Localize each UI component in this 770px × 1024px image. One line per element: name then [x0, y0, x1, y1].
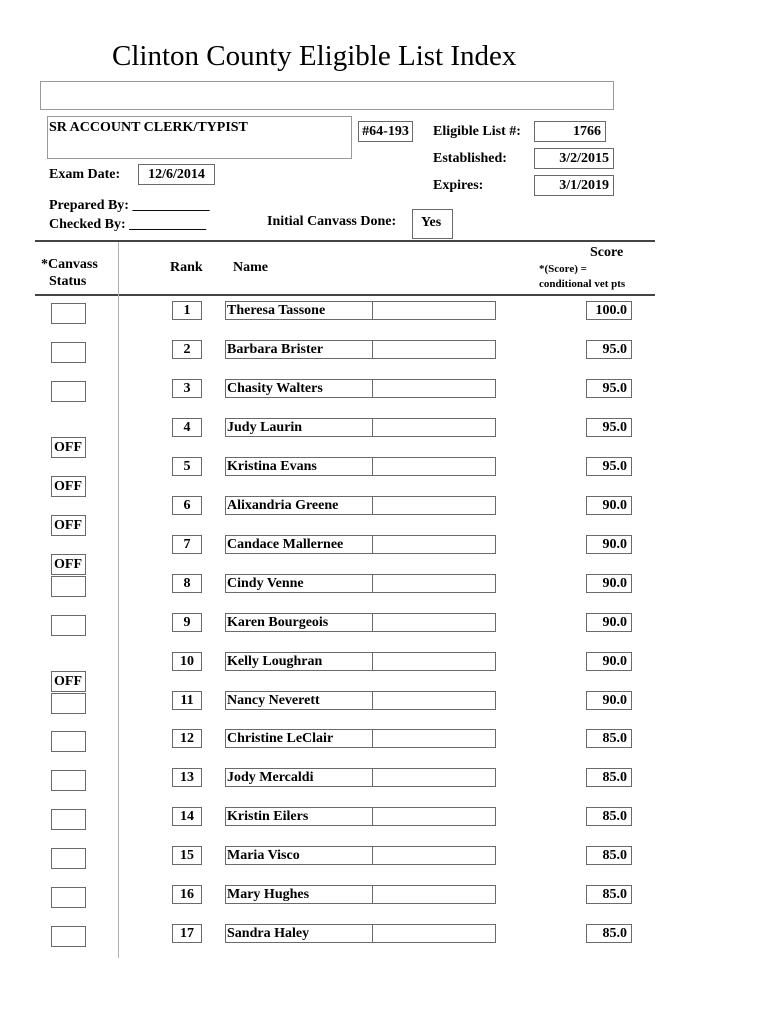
canvass-header-line1: *Canvass — [41, 257, 98, 272]
exam-date-field[interactable]: 12/6/2014 — [138, 164, 215, 185]
rank-header: Rank — [170, 260, 203, 275]
score-field: 95.0 — [586, 340, 632, 359]
name-field-divider — [372, 458, 373, 475]
page-title: Clinton County Eligible List Index — [112, 40, 517, 72]
header-banner-field[interactable] — [40, 81, 614, 110]
header-top-rule — [35, 240, 655, 242]
canvass-status-field[interactable]: OFF — [51, 671, 86, 692]
established-label: Established: — [433, 151, 507, 166]
candidate-name: Chasity Walters — [227, 380, 323, 396]
name-field-divider — [372, 497, 373, 514]
eligible-list-label: Eligible List #: — [433, 124, 521, 139]
table-row — [0, 535, 770, 574]
table-row — [0, 885, 770, 924]
name-field-divider — [372, 536, 373, 553]
canvass-status-field[interactable] — [51, 848, 86, 869]
eligible-list-field[interactable]: 1766 — [534, 121, 606, 142]
score-field: 95.0 — [586, 379, 632, 398]
canvass-status-field[interactable]: OFF — [51, 476, 86, 497]
candidate-name: Karen Bourgeois — [227, 614, 329, 630]
initial-canvass-field[interactable]: Yes — [412, 209, 453, 239]
rank-field: 4 — [172, 418, 202, 437]
name-field[interactable] — [225, 496, 496, 515]
rank-field: 2 — [172, 340, 202, 359]
header-bottom-rule — [35, 294, 655, 296]
name-field[interactable] — [225, 691, 496, 710]
candidate-name: Mary Hughes — [227, 887, 310, 903]
canvass-status-field[interactable] — [51, 926, 86, 947]
candidate-name: Sandra Haley — [227, 926, 310, 942]
name-field-divider — [372, 653, 373, 670]
rank-field: 16 — [172, 885, 202, 904]
name-field[interactable] — [225, 729, 496, 748]
name-field-divider — [372, 692, 373, 709]
name-field-divider — [372, 730, 373, 747]
name-field-divider — [372, 302, 373, 319]
candidate-name: Cindy Venne — [227, 575, 304, 591]
name-field[interactable] — [225, 768, 496, 787]
table-row — [0, 768, 770, 807]
candidate-name: Barbara Brister — [227, 341, 324, 357]
canvass-status-field[interactable] — [51, 731, 86, 752]
table-row — [0, 379, 770, 418]
table-row — [0, 613, 770, 652]
name-header: Name — [233, 260, 268, 275]
table-row — [0, 457, 770, 496]
rank-field: 11 — [172, 691, 202, 710]
name-field[interactable] — [225, 574, 496, 593]
expires-label: Expires: — [433, 178, 484, 193]
candidate-name: Nancy Neverett — [227, 692, 320, 708]
rank-field: 5 — [172, 457, 202, 476]
table-row — [0, 301, 770, 340]
rank-field: 8 — [172, 574, 202, 593]
canvass-status-field[interactable] — [51, 615, 86, 636]
rank-field: 13 — [172, 768, 202, 787]
score-field: 100.0 — [586, 301, 632, 320]
table-row — [0, 924, 770, 963]
candidate-name: Kelly Loughran — [227, 653, 323, 669]
candidate-name: Jody Mercaldi — [227, 770, 314, 786]
name-field[interactable] — [225, 924, 496, 943]
name-field[interactable] — [225, 807, 496, 826]
canvass-header-line2: Status — [49, 274, 87, 289]
canvass-status-field[interactable] — [51, 770, 86, 791]
canvass-status-field[interactable] — [51, 809, 86, 830]
established-field[interactable]: 3/2/2015 — [534, 148, 614, 169]
expires-field[interactable]: 3/1/2019 — [534, 175, 614, 196]
name-field[interactable] — [225, 535, 496, 554]
rank-field: 17 — [172, 924, 202, 943]
table-row — [0, 418, 770, 457]
score-field: 85.0 — [586, 924, 632, 943]
score-field: 85.0 — [586, 807, 632, 826]
name-field[interactable] — [225, 340, 496, 359]
name-field[interactable] — [225, 418, 496, 437]
score-field: 85.0 — [586, 885, 632, 904]
score-field: 90.0 — [586, 691, 632, 710]
candidate-name: Theresa Tassone — [227, 303, 326, 318]
name-field-divider — [372, 341, 373, 358]
name-field-divider — [372, 575, 373, 592]
canvass-status-field[interactable] — [51, 342, 86, 363]
score-header: Score — [590, 245, 624, 260]
candidate-name: Judy Laurin — [227, 419, 303, 435]
rank-field: 7 — [172, 535, 202, 554]
canvass-status-field[interactable] — [51, 887, 86, 908]
candidate-name: Kristin Eilers — [227, 809, 309, 825]
name-field[interactable] — [225, 652, 496, 671]
exam-date-label: Exam Date: — [49, 167, 121, 182]
score-field: 90.0 — [586, 496, 632, 515]
score-field: 90.0 — [586, 574, 632, 593]
score-field: 85.0 — [586, 768, 632, 787]
table-row — [0, 652, 770, 691]
score-note-line2: conditional vet pts — [539, 278, 626, 290]
position-title-field[interactable]: SR ACCOUNT CLERK/TYPIST — [47, 116, 352, 159]
canvass-status-field[interactable] — [51, 576, 86, 597]
rank-field: 6 — [172, 496, 202, 515]
score-field: 95.0 — [586, 457, 632, 476]
name-field-divider — [372, 380, 373, 397]
name-field[interactable] — [225, 846, 496, 865]
canvass-status-field[interactable] — [51, 303, 86, 324]
canvass-status-field[interactable]: OFF — [51, 437, 86, 458]
table-row — [0, 807, 770, 846]
name-field[interactable] — [225, 613, 496, 632]
name-field-divider — [372, 847, 373, 864]
name-field-divider — [372, 808, 373, 825]
rank-field: 9 — [172, 613, 202, 632]
score-field: 85.0 — [586, 846, 632, 865]
rank-field: 10 — [172, 652, 202, 671]
candidate-name: Alixandria Greene — [227, 497, 339, 513]
name-field[interactable] — [225, 301, 496, 320]
checked-by-label: Checked By: ___________ — [49, 217, 207, 232]
name-field[interactable] — [225, 379, 496, 398]
rank-field: 1 — [172, 301, 202, 320]
name-field-divider — [372, 419, 373, 436]
candidate-name: Maria Visco — [227, 848, 300, 864]
exam-number-field[interactable]: #64-193 — [358, 121, 413, 142]
canvass-status-field[interactable] — [51, 381, 86, 402]
score-note-line1: *(Score) = — [539, 263, 587, 275]
candidate-name: Christine LeClair — [227, 731, 334, 747]
table-row — [0, 574, 770, 613]
score-field: 90.0 — [586, 613, 632, 632]
rank-field: 15 — [172, 846, 202, 865]
candidate-name: Kristina Evans — [227, 458, 317, 474]
name-field-divider — [372, 886, 373, 903]
candidate-name: Candace Mallernee — [227, 536, 344, 552]
table-row — [0, 729, 770, 768]
name-field[interactable] — [225, 457, 496, 476]
table-row — [0, 691, 770, 730]
canvass-status-field[interactable]: OFF — [51, 515, 86, 536]
rank-field: 12 — [172, 729, 202, 748]
table-row — [0, 340, 770, 379]
score-field: 90.0 — [586, 652, 632, 671]
rank-field: 3 — [172, 379, 202, 398]
prepared-by-label: Prepared By: ___________ — [49, 198, 210, 213]
score-field: 85.0 — [586, 729, 632, 748]
score-field: 90.0 — [586, 535, 632, 554]
table-row — [0, 496, 770, 535]
table-row — [0, 846, 770, 885]
name-field-divider — [372, 925, 373, 942]
initial-canvass-label: Initial Canvass Done: — [267, 214, 397, 229]
canvass-status-field[interactable]: OFF — [51, 554, 86, 575]
name-field[interactable] — [225, 885, 496, 904]
name-field-divider — [372, 769, 373, 786]
score-field: 95.0 — [586, 418, 632, 437]
canvass-status-field[interactable] — [51, 693, 86, 714]
rank-field: 14 — [172, 807, 202, 826]
name-field-divider — [372, 614, 373, 631]
